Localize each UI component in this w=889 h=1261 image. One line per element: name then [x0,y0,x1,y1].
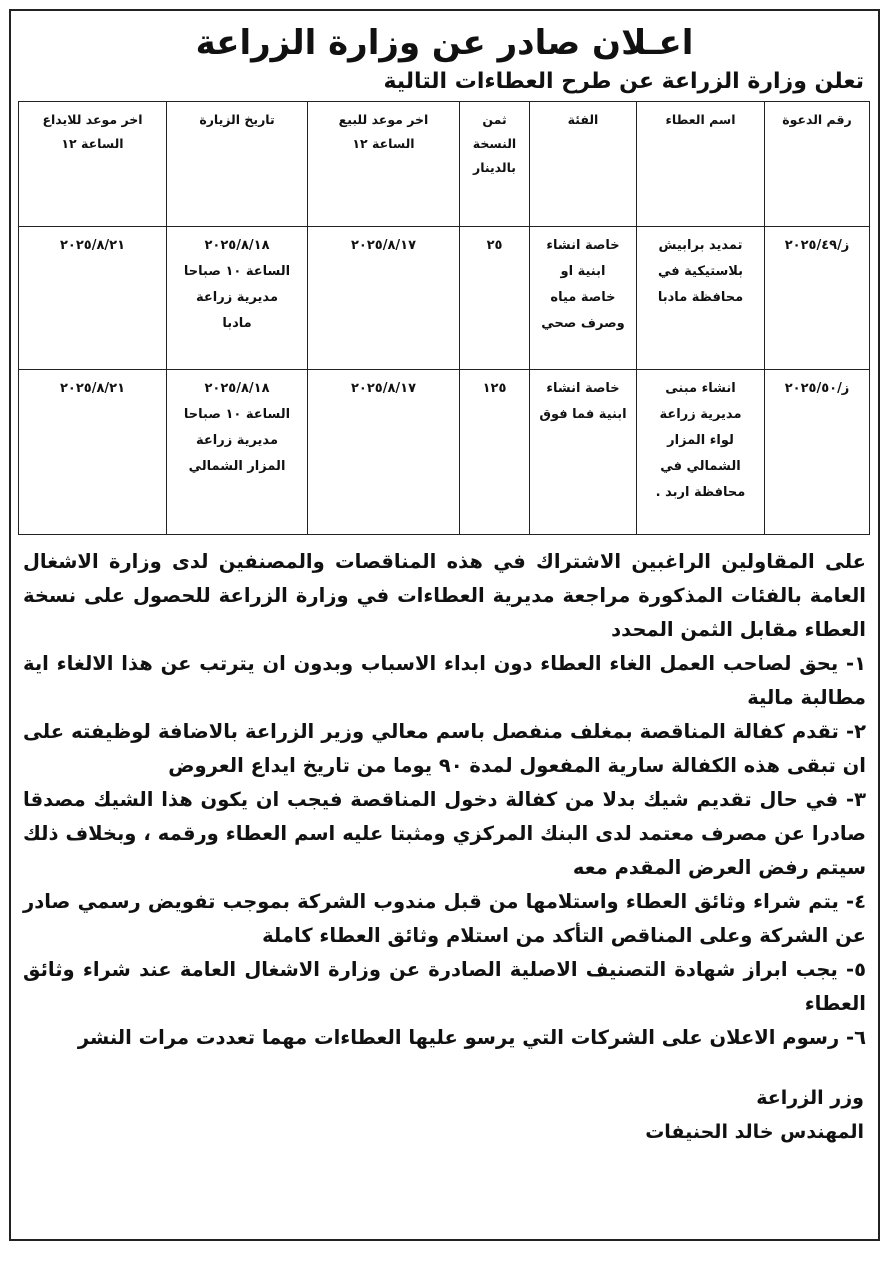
cell-line: لواء المزار [667,433,734,448]
header-price [460,102,530,227]
page-title: اعـلان صادر عن وزارة الزراعة [195,23,694,63]
bids-table [18,101,870,535]
header-bid-name: اسم العطاء [637,102,765,227]
cell-line: محافظة اربد . [655,485,746,500]
intro-paragraph: على المقاولين الراغبين الاشتراك في هذه المناقصات والمصنفين لدى وزارة الاشغال العامة بالفئات المذكورة مراجعة مديرية العطاءات في وزارة الزراعة للحصول على نسخة العطاء مقابل الثمن المحدد [23,550,866,641]
cell-line: بلاستيكية في [657,264,744,279]
signature-block [11,1055,878,1149]
cell-invitation-no: ز/٢٠٢٥/٥٠ [765,370,870,535]
header-price-line: ثمن [482,112,507,127]
cell-line: خاصة مياه [550,290,616,305]
header-price-line: بالدينار [473,160,516,175]
cell-price: ١٢٥ [460,370,530,535]
announcement-page [9,9,880,1241]
header-category: الفئة [530,102,637,227]
cell-line: الساعة ١٠ صباحا [183,264,291,279]
page-subtitle: تعلن وزارة الزراعة عن طرح العطاءات التالية [383,69,864,94]
cell-last-sale: ٢٠٢٥/٨/١٧ [308,370,460,535]
cell-line: خاصة انشاء [546,381,620,396]
cell-visit-date [167,370,308,535]
cell-line: ٢٠٢٥/٨/١٨ [204,381,270,396]
cell-invitation-no: ز/٢٠٢٥/٤٩ [765,227,870,370]
cell-line: المزار الشمالي [188,459,286,474]
header-visit-date: تاريخ الزيارة [167,102,308,227]
cell-line: خاصة انشاء [546,238,620,253]
cell-line: وصرف صحي [541,316,625,331]
condition-item: ٥- يجب ابراز شهادة التصنيف الاصلية الصادرة عن وزارة الاشغال العامة عند شراء وثائق العطاء [23,958,866,1015]
header-last-sale-line: الساعة ١٢ [352,136,415,151]
cell-category [530,227,637,370]
header-last-deposit-line: اخر موعد للايداع [42,112,143,127]
cell-line: ٢٠٢٥/٨/١٨ [204,238,270,253]
condition-item: ٣- في حال تقديم شيك بدلا من كفالة دخول المناقصة فيجب ان يكون هذا الشيك مصدقا صادرا عن مصرف معتمد لدى البنك المركزي ومثبتا عليه اسم العطاء ورقمه ، وبخلاف ذلك سيتم رفض العرض المقدم معه [23,788,866,879]
table-row [19,227,870,370]
cell-bid-name [637,227,765,370]
cell-category [530,370,637,535]
cell-line: ابنية فما فوق [539,407,627,422]
cell-line: انشاء مبنى [665,381,736,396]
condition-item: ١- يحق لصاحب العمل الغاء العطاء دون ابداء الاسباب وبدون ان يترتب عن هذا الالغاء اية مطالبة مالية [23,652,866,709]
cell-last-sale: ٢٠٢٥/٨/١٧ [308,227,460,370]
header-invitation-no: رقم الدعوة [765,102,870,227]
table-header-row [19,102,870,227]
cell-last-deposit: ٢٠٢٥/٨/٢١ [19,370,167,535]
signature-title: وزر الزراعة [756,1087,864,1109]
cell-visit-date [167,227,308,370]
cell-line: مديرية زراعة [195,433,278,448]
cell-line: تمديد برابيش [658,238,743,253]
cell-bid-name [637,370,765,535]
condition-item: ٦- رسوم الاعلان على الشركات التي يرسو عليها العطاءات مهما تعددت مرات النشر [77,1026,866,1049]
header-last-sale [308,102,460,227]
cell-price: ٢٥ [460,227,530,370]
announcement-body [11,535,878,1055]
condition-item: ٢- تقدم كفالة المناقصة بمغلف منفصل باسم معالي وزير الزراعة بالاضافة لوظيفته على ان تبقى هذه الكفالة سارية المفعول لمدة ٩٠ يوما من تاريخ ايداع العروض [23,720,866,777]
header-price-line: النسخة [472,136,517,151]
cell-line: مادبا [222,316,252,331]
header-last-deposit-line: الساعة ١٢ [61,136,124,151]
header-last-deposit [19,102,167,227]
cell-line: ابنية او [560,264,606,279]
cell-last-deposit: ٢٠٢٥/٨/٢١ [19,227,167,370]
table-row [19,370,870,535]
cell-line: مديرية زراعة [195,290,278,305]
cell-line: الشمالي في [660,459,741,474]
cell-line: الساعة ١٠ صباحا [183,407,291,422]
header-last-sale-line: اخر موعد للبيع [338,112,429,127]
condition-item: ٤- يتم شراء وثائق العطاء واستلامها من قبل مندوب الشركة بموجب تفويض رسمي صادر عن الشركة وعلى المناقص التأكد من استلام وثائق العطاء كاملة [23,890,866,947]
signature-name: المهندس خالد الحنيفات [645,1121,864,1143]
cell-line: مديرية زراعة [659,407,742,422]
cell-line: محافظة مادبا [657,290,744,305]
